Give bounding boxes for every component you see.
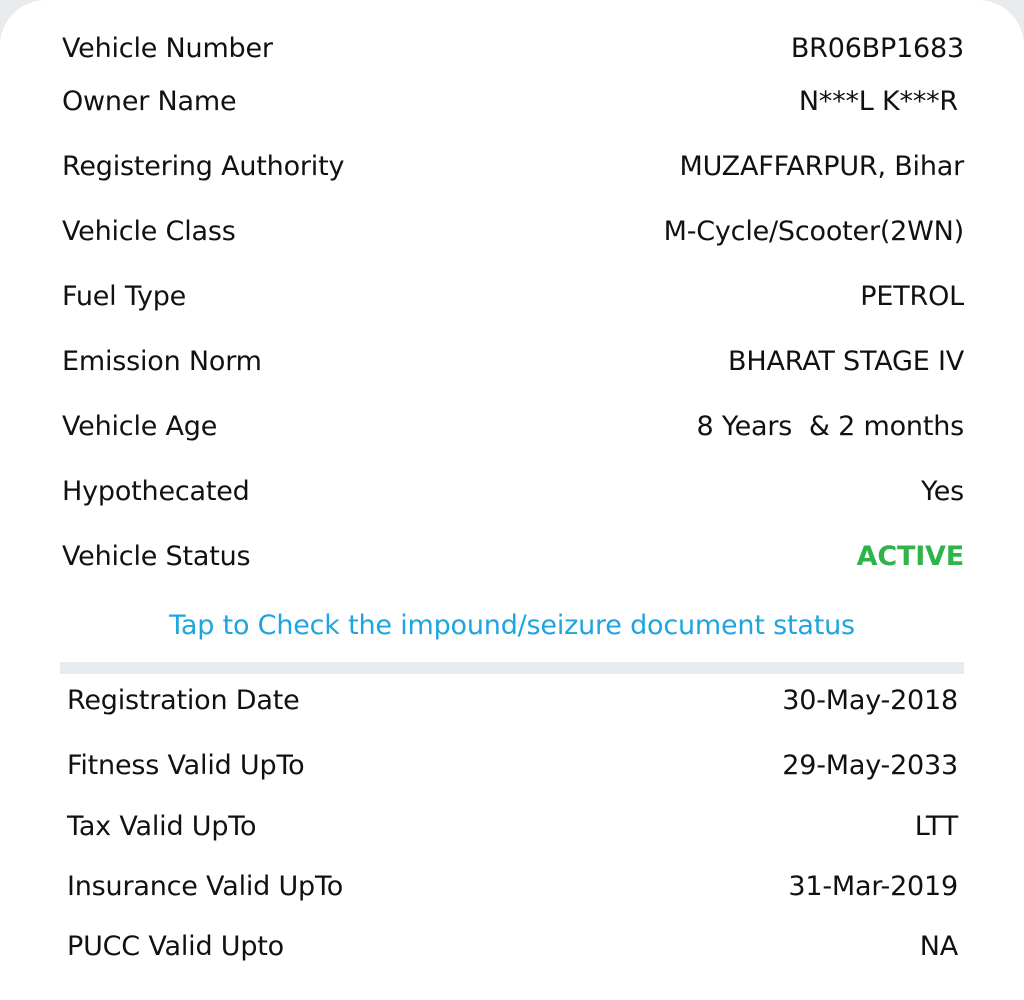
insurance-valid-value: 31-Mar-2019 [788, 870, 958, 902]
owner-name-label: Owner Name [62, 85, 237, 117]
tax-valid-value: LTT [914, 810, 958, 842]
pucc-valid-value: NA [919, 930, 958, 962]
registering-authority-row [62, 146, 964, 186]
tax-valid-label: Tax Valid UpTo [67, 810, 257, 842]
fitness-valid-value: 29-May-2033 [782, 749, 958, 781]
pucc-valid-label: PUCC Valid Upto [67, 930, 284, 962]
insurance-valid-label: Insurance Valid UpTo [67, 870, 344, 902]
registering-authority-label: Registering Authority [62, 150, 345, 182]
hypothecated-label: Hypothecated [62, 475, 250, 507]
vehicle-age-value: 8 Years & 2 months [696, 410, 964, 442]
tax-valid-row [67, 806, 958, 846]
vehicle-status-label: Vehicle Status [62, 540, 251, 572]
vehicle-status-badge: ACTIVE [856, 540, 964, 572]
fuel-type-label: Fuel Type [62, 280, 187, 312]
section-divider [60, 662, 964, 674]
owner-name-row [62, 81, 964, 121]
emission-norm-label: Emission Norm [62, 345, 262, 377]
vehicle-age-row [62, 406, 964, 446]
fuel-type-row [62, 276, 964, 316]
pucc-valid-row [67, 926, 958, 966]
vehicle-class-value: M-Cycle/Scooter(2WN) [663, 215, 964, 247]
vehicle-class-row [62, 211, 964, 251]
vehicle-status-row [62, 536, 964, 576]
vehicle-age-label: Vehicle Age [62, 410, 218, 442]
owner-name-value: N***L K***R [798, 85, 958, 117]
emission-norm-value: BHARAT STAGE IV [728, 345, 964, 377]
emission-norm-row [62, 341, 964, 381]
registration-date-value: 30-May-2018 [782, 684, 958, 716]
registration-date-label: Registration Date [67, 684, 300, 716]
vehicle-class-label: Vehicle Class [62, 215, 236, 247]
fitness-valid-row [67, 745, 958, 785]
insurance-valid-row [67, 866, 958, 906]
hypothecated-value: Yes [921, 475, 964, 507]
vehicle-number-label: Vehicle Number [62, 32, 273, 64]
fitness-valid-label: Fitness Valid UpTo [67, 749, 305, 781]
registration-date-row [67, 680, 958, 720]
fuel-type-value: PETROL [860, 280, 964, 312]
vehicle-number-row [62, 28, 964, 68]
impound-status-link[interactable]: Tap to Check the impound/seizure document status [169, 610, 855, 641]
registering-authority-value: MUZAFFARPUR, Bihar [679, 150, 964, 182]
hypothecated-row [62, 471, 964, 511]
vehicle-number-value: BR06BP1683 [790, 32, 964, 64]
